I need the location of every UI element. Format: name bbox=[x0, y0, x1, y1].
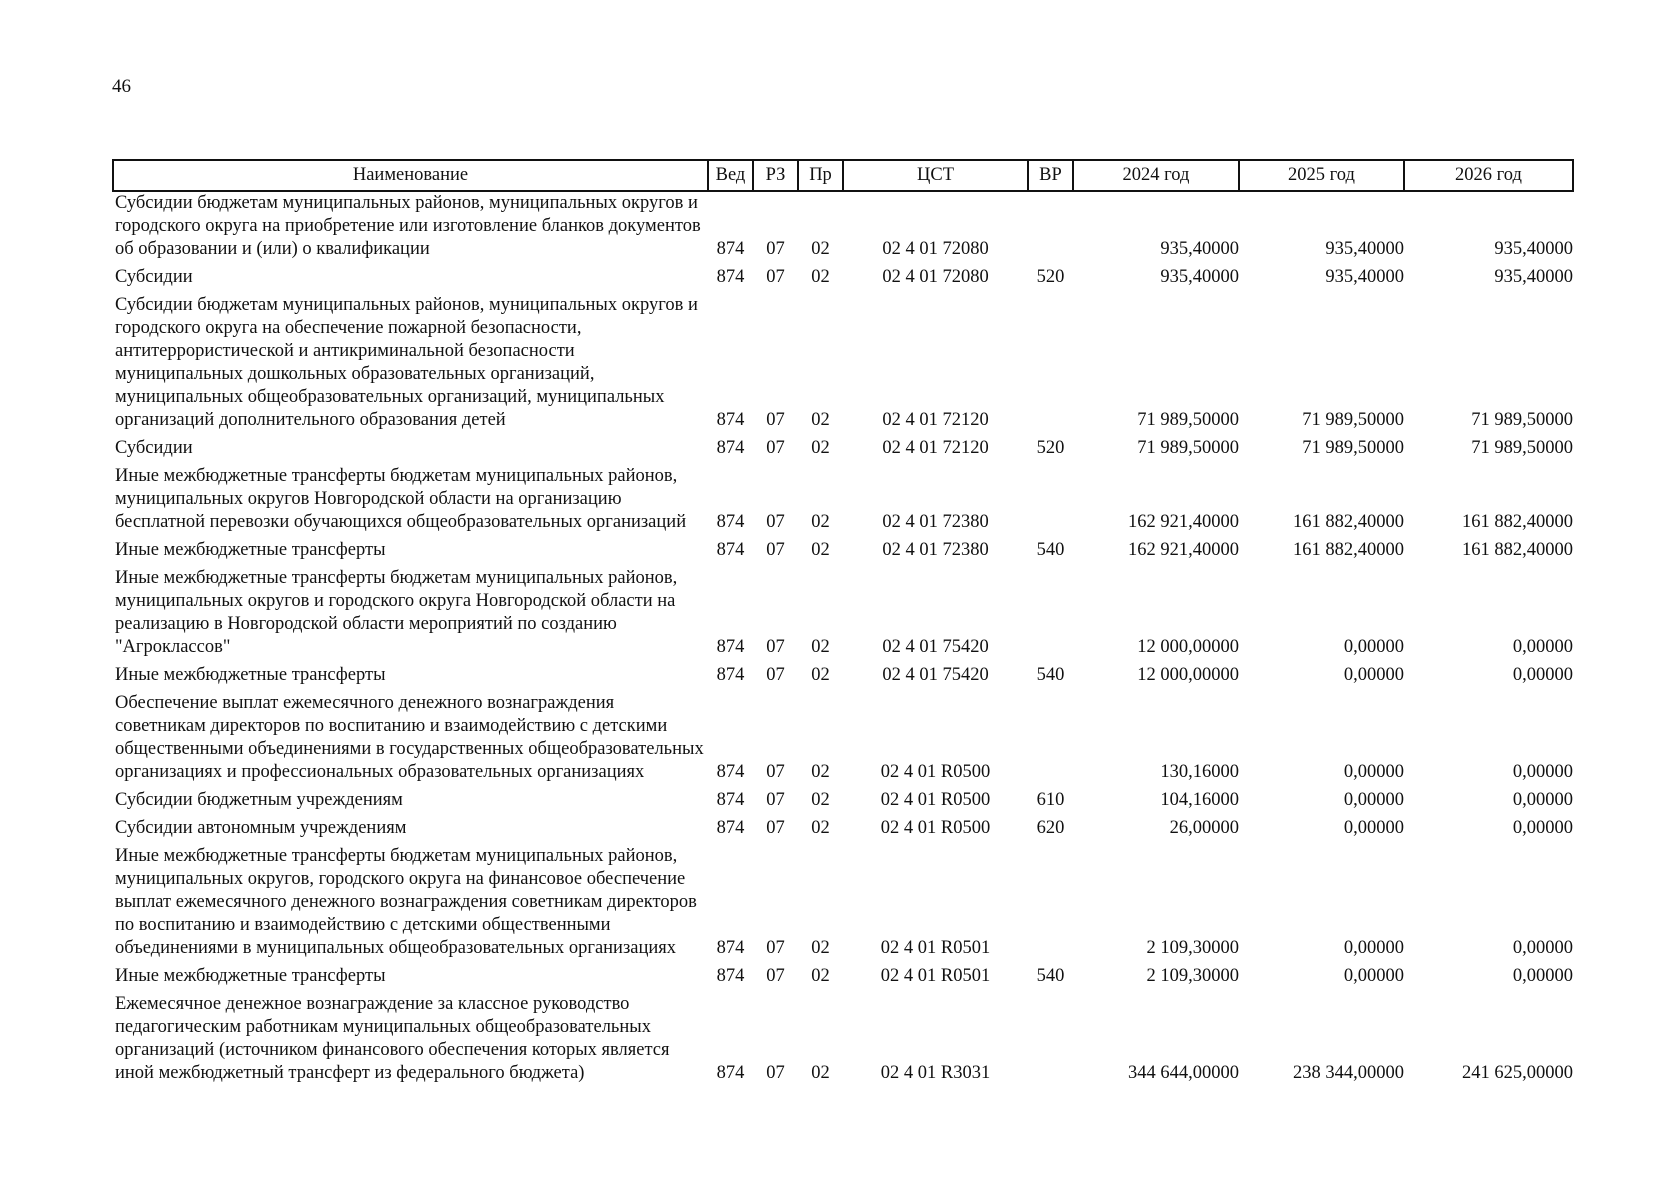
table-header bbox=[113, 160, 1573, 191]
cell-name: Субсидии автономным учреждениям bbox=[115, 818, 407, 838]
cell-cst: 02 4 01 R0500 bbox=[880, 762, 991, 782]
table-row bbox=[113, 692, 1573, 789]
header-2026: 2026 год bbox=[1404, 160, 1573, 191]
cell-2025: 0,00000 bbox=[1343, 966, 1404, 986]
cell-2026: 935,40000 bbox=[1494, 239, 1573, 259]
cell-rz: 07 bbox=[766, 267, 785, 287]
header-name: Наименование bbox=[113, 160, 708, 191]
cell-pr: 02 bbox=[811, 512, 830, 532]
cell-pr: 02 bbox=[811, 762, 830, 782]
table-row bbox=[113, 191, 1573, 266]
cell-2026: 0,00000 bbox=[1512, 966, 1573, 986]
table-row bbox=[113, 567, 1573, 664]
header-vr: ВР bbox=[1028, 160, 1073, 191]
cell-cst: 02 4 01 75420 bbox=[882, 637, 989, 657]
cell-name: Иные межбюджетные трансферты бюджетам муниципальных районов, муниципальных округов, городского округа на финансовое обеспечение выплат ежемесячного денежного вознаграждения советникам директоров по воспитанию и взаимодействию с детскими общественными объединениями в муниципальных общеобразовательных организациях bbox=[115, 846, 697, 958]
cell-vr bbox=[1028, 191, 1073, 266]
cell-pr: 02 bbox=[811, 938, 830, 958]
cell-2024: 2 109,30000 bbox=[1146, 966, 1239, 986]
cell-rz: 07 bbox=[766, 966, 785, 986]
table-body bbox=[113, 191, 1573, 1090]
cell-pr: 02 bbox=[811, 239, 830, 259]
cell-vr: 520 bbox=[1036, 438, 1065, 458]
cell-2026: 0,00000 bbox=[1512, 637, 1573, 657]
cell-name: Иные межбюджетные трансферты бюджетам муниципальных районов, муниципальных округов Новгородской области на организацию бесплатной перевозки обучающихся общеобразовательных организаций bbox=[115, 466, 687, 532]
cell-2025: 71 989,50000 bbox=[1302, 438, 1404, 458]
cell-cst: 02 4 01 R0501 bbox=[880, 966, 991, 986]
table-row bbox=[113, 993, 1573, 1090]
cell-ved: 874 bbox=[716, 267, 745, 287]
cell-pr: 02 bbox=[811, 790, 830, 810]
table-row bbox=[113, 266, 1573, 294]
cell-cst: 02 4 01 R0501 bbox=[880, 938, 991, 958]
cell-rz: 07 bbox=[766, 410, 785, 430]
cell-rz: 07 bbox=[766, 438, 785, 458]
cell-cst: 02 4 01 72380 bbox=[882, 540, 989, 560]
table-row bbox=[113, 845, 1573, 965]
cell-rz: 07 bbox=[766, 637, 785, 657]
cell-2024: 935,40000 bbox=[1160, 239, 1239, 259]
cell-name: Иные межбюджетные трансферты bbox=[115, 665, 386, 685]
cell-ved: 874 bbox=[716, 1063, 745, 1083]
cell-2024: 104,16000 bbox=[1160, 790, 1239, 810]
table-row bbox=[113, 465, 1573, 539]
cell-2024: 162 921,40000 bbox=[1128, 512, 1239, 532]
cell-2024: 344 644,00000 bbox=[1128, 1063, 1239, 1083]
cell-rz: 07 bbox=[766, 540, 785, 560]
table-row bbox=[113, 817, 1573, 845]
cell-rz: 07 bbox=[766, 790, 785, 810]
cell-ved: 874 bbox=[716, 665, 745, 685]
header-pr: Пр bbox=[798, 160, 843, 191]
cell-cst: 02 4 01 R0500 bbox=[880, 818, 991, 838]
header-cst: ЦСТ bbox=[843, 160, 1028, 191]
cell-2025: 0,00000 bbox=[1343, 762, 1404, 782]
cell-ved: 874 bbox=[716, 790, 745, 810]
table-row bbox=[113, 294, 1573, 437]
cell-2024: 162 921,40000 bbox=[1128, 540, 1239, 560]
cell-ved: 874 bbox=[716, 938, 745, 958]
table-row bbox=[113, 664, 1573, 692]
cell-vr bbox=[1028, 993, 1073, 1090]
cell-name: Ежемесячное денежное вознаграждение за классное руководство педагогическим работникам муниципальных общеобразовательных организаций (источником финансового обеспечения которых является иной межбюджетный трансферт из федерального бюджета) bbox=[115, 994, 670, 1083]
cell-2024: 2 109,30000 bbox=[1146, 938, 1239, 958]
cell-name: Обеспечение выплат ежемесячного денежного вознаграждения советникам директоров по воспитанию и взаимодействию с детскими общественными объединениями в государственных общеобразовательных организациях и профессиональных образовательных организациях bbox=[115, 693, 704, 782]
cell-vr bbox=[1028, 845, 1073, 965]
cell-2024: 12 000,00000 bbox=[1137, 637, 1239, 657]
budget-table bbox=[112, 159, 1574, 1090]
cell-2026: 161 882,40000 bbox=[1462, 540, 1573, 560]
cell-pr: 02 bbox=[811, 540, 830, 560]
cell-2026: 0,00000 bbox=[1512, 665, 1573, 685]
header-2024: 2024 год bbox=[1073, 160, 1239, 191]
cell-vr bbox=[1028, 294, 1073, 437]
cell-2024: 130,16000 bbox=[1160, 762, 1239, 782]
cell-rz: 07 bbox=[766, 665, 785, 685]
cell-2026: 935,40000 bbox=[1494, 267, 1573, 287]
cell-2025: 0,00000 bbox=[1343, 665, 1404, 685]
cell-2026: 71 989,50000 bbox=[1471, 410, 1573, 430]
table-row bbox=[113, 437, 1573, 465]
cell-pr: 02 bbox=[811, 818, 830, 838]
cell-vr: 540 bbox=[1036, 540, 1065, 560]
cell-name: Субсидии бюджетам муниципальных районов, муниципальных округов и городского округа на приобретение или изготовление бланков документов об образовании и (или) о квалификации bbox=[115, 193, 701, 259]
cell-ved: 874 bbox=[716, 540, 745, 560]
cell-2025: 935,40000 bbox=[1325, 239, 1404, 259]
cell-2026: 241 625,00000 bbox=[1462, 1063, 1573, 1083]
cell-rz: 07 bbox=[766, 818, 785, 838]
cell-2025: 71 989,50000 bbox=[1302, 410, 1404, 430]
cell-vr: 520 bbox=[1036, 267, 1065, 287]
cell-name: Иные межбюджетные трансферты bbox=[115, 540, 386, 560]
table-row bbox=[113, 789, 1573, 817]
cell-2026: 0,00000 bbox=[1512, 762, 1573, 782]
cell-cst: 02 4 01 72120 bbox=[882, 410, 989, 430]
cell-ved: 874 bbox=[716, 637, 745, 657]
cell-2025: 161 882,40000 bbox=[1293, 512, 1404, 532]
cell-cst: 02 4 01 R3031 bbox=[880, 1063, 991, 1083]
cell-cst: 02 4 01 72080 bbox=[882, 267, 989, 287]
cell-2026: 0,00000 bbox=[1512, 938, 1573, 958]
cell-2026: 0,00000 bbox=[1512, 790, 1573, 810]
header-ved: Вед bbox=[708, 160, 753, 191]
cell-name: Субсидии bbox=[115, 438, 193, 458]
cell-vr bbox=[1028, 692, 1073, 789]
cell-2026: 0,00000 bbox=[1512, 818, 1573, 838]
cell-2025: 935,40000 bbox=[1325, 267, 1404, 287]
cell-2025: 161 882,40000 bbox=[1293, 540, 1404, 560]
cell-pr: 02 bbox=[811, 438, 830, 458]
cell-2025: 0,00000 bbox=[1343, 938, 1404, 958]
cell-2026: 71 989,50000 bbox=[1471, 438, 1573, 458]
cell-name: Субсидии бюджетным учреждениям bbox=[115, 790, 403, 810]
cell-vr: 620 bbox=[1036, 818, 1065, 838]
cell-2024: 71 989,50000 bbox=[1137, 438, 1239, 458]
cell-rz: 07 bbox=[766, 512, 785, 532]
cell-2025: 0,00000 bbox=[1343, 637, 1404, 657]
cell-pr: 02 bbox=[811, 637, 830, 657]
cell-vr bbox=[1028, 567, 1073, 664]
cell-2024: 935,40000 bbox=[1160, 267, 1239, 287]
cell-2024: 71 989,50000 bbox=[1137, 410, 1239, 430]
table-row bbox=[113, 965, 1573, 993]
cell-ved: 874 bbox=[716, 818, 745, 838]
cell-2024: 12 000,00000 bbox=[1137, 665, 1239, 685]
cell-ved: 874 bbox=[716, 512, 745, 532]
cell-2025: 238 344,00000 bbox=[1293, 1063, 1404, 1083]
cell-cst: 02 4 01 72380 bbox=[882, 512, 989, 532]
cell-ved: 874 bbox=[716, 410, 745, 430]
table-row bbox=[113, 539, 1573, 567]
cell-ved: 874 bbox=[716, 966, 745, 986]
cell-ved: 874 bbox=[716, 438, 745, 458]
cell-pr: 02 bbox=[811, 267, 830, 287]
cell-pr: 02 bbox=[811, 1063, 830, 1083]
page-number: 46 bbox=[112, 76, 131, 97]
cell-name: Иные межбюджетные трансферты bbox=[115, 966, 386, 986]
cell-2025: 0,00000 bbox=[1343, 818, 1404, 838]
header-2025: 2025 год bbox=[1239, 160, 1404, 191]
cell-ved: 874 bbox=[716, 239, 745, 259]
cell-pr: 02 bbox=[811, 966, 830, 986]
cell-name: Субсидии bbox=[115, 267, 193, 287]
cell-vr: 610 bbox=[1036, 790, 1065, 810]
cell-pr: 02 bbox=[811, 410, 830, 430]
cell-pr: 02 bbox=[811, 665, 830, 685]
cell-2025: 0,00000 bbox=[1343, 790, 1404, 810]
cell-rz: 07 bbox=[766, 239, 785, 259]
cell-2024: 26,00000 bbox=[1169, 818, 1239, 838]
cell-rz: 07 bbox=[766, 938, 785, 958]
cell-vr: 540 bbox=[1036, 966, 1065, 986]
cell-rz: 07 bbox=[766, 1063, 785, 1083]
cell-ved: 874 bbox=[716, 762, 745, 782]
cell-vr bbox=[1028, 465, 1073, 539]
cell-name: Иные межбюджетные трансферты бюджетам муниципальных районов, муниципальных округов и городского округа Новгородской области на реализацию в Новгородской области мероприятий по созданию "Агроклассов" bbox=[115, 568, 678, 657]
header-rz: РЗ bbox=[753, 160, 798, 191]
cell-cst: 02 4 01 R0500 bbox=[880, 790, 991, 810]
cell-vr: 540 bbox=[1036, 665, 1065, 685]
cell-cst: 02 4 01 72080 bbox=[882, 239, 989, 259]
cell-cst: 02 4 01 75420 bbox=[882, 665, 989, 685]
cell-2026: 161 882,40000 bbox=[1462, 512, 1573, 532]
cell-rz: 07 bbox=[766, 762, 785, 782]
cell-cst: 02 4 01 72120 bbox=[882, 438, 989, 458]
cell-name: Субсидии бюджетам муниципальных районов, муниципальных округов и городского округа на обеспечение пожарной безопасности, антитеррористической и антикриминальной безопасности муниципальных дошкольных образовательных организаций, муниципальных общеобразовательных организаций, муниципальных организаций дополнительного образования детей bbox=[115, 295, 698, 430]
